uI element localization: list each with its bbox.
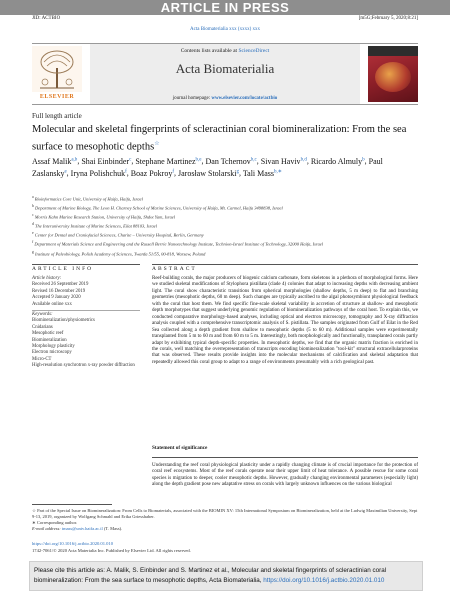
- affiliation-text: Institute of Paleobiology, Polish Academy of Sciences, Twarda 51/55, 00-818, Warsaw, Poland: [33, 251, 206, 257]
- history-item: Accepted 9 January 2020: [32, 295, 81, 301]
- cover-art: [375, 62, 411, 92]
- journal-title-block: [90, 44, 360, 104]
- contents-line: [90, 48, 360, 54]
- email-label: E-mail address:: [32, 526, 61, 531]
- author-name-text: Sivan Haviv: [260, 156, 301, 166]
- journal-header: [32, 43, 418, 105]
- keywords-label: Keywords:: [32, 312, 53, 318]
- author-affiliation-mark[interactable]: a,b: [71, 157, 78, 162]
- author-name[interactable]: [81, 157, 131, 166]
- homepage-prefix: journal homepage:: [172, 96, 211, 101]
- footnote-special-issue: ☆ Part of the Special Issue on Biomineralization: From Cells to Biomaterials, associated with the BIOMIN XV: 15th International Symposium on Biomineralization, held at the Ludwig Maximilian University, Sept 9-13, 2019, organized by Wolfgang Schmahl and Erika Griesshaber.: [32, 508, 418, 519]
- author-name[interactable]: [32, 157, 77, 166]
- affiliation-mark: g: [32, 249, 34, 254]
- affiliation-text: Bioinformatics Core Unit, University of Haifa, Haifa, Israel: [33, 196, 143, 202]
- journal-name: Acta Biomaterialia: [175, 61, 275, 76]
- footnote-star-icon[interactable]: ☆: [154, 141, 160, 147]
- publisher-name: ELSEVIER: [39, 94, 75, 100]
- citation-doi-link[interactable]: https://doi.org/10.1016/j.actbio.2020.01.010: [263, 576, 385, 584]
- keyword-item: Biomineralization/physiometrics: [32, 318, 95, 324]
- affiliation-mark: e: [32, 231, 34, 236]
- footnote-divider: [32, 504, 112, 505]
- affiliation-list: [32, 194, 418, 258]
- history-label: Article history:: [32, 276, 62, 281]
- article-info-heading: ARTICLE INFO: [32, 266, 94, 272]
- title-text: Molecular and skeletal fingerprints of scleractinian coral biomineralization: From the sea surface to mesophotic depths: [32, 124, 407, 153]
- affiliation-line: [32, 239, 418, 248]
- affiliation-line: [32, 230, 418, 239]
- footnote-corresponding: ∗ Corresponding author.: [32, 520, 78, 525]
- affiliation-line: [32, 221, 418, 230]
- keyword-item: Biomineralization: [32, 337, 67, 343]
- affiliation-mark: b: [32, 204, 34, 209]
- elsevier-logo[interactable]: [32, 46, 82, 100]
- keyword-item: Micro-CT: [32, 356, 52, 362]
- author-affiliation-mark[interactable]: e: [64, 169, 67, 175]
- author-affiliation-mark[interactable]: f: [172, 169, 175, 175]
- keyword-item: Mesophotic reef: [32, 331, 64, 337]
- citation-box: [29, 561, 423, 591]
- journal-reference[interactable]: Acta Biomaterialia xxx (xxxx) xxx: [190, 27, 260, 32]
- affiliation-text: The Interuniversity Institute of Marine Sciences, Eilat 88103, Israel: [33, 223, 157, 229]
- author-affiliation-mark[interactable]: f: [125, 169, 127, 175]
- elsevier-tree-icon: [32, 46, 82, 92]
- affiliation-text: Department of Marine Biology, The Leon H. Charney School of Marine Sciences, University of Haifa, Mt. Carmel, Haifa 3498838, Israel: [33, 205, 283, 211]
- journal-cover-image[interactable]: [368, 46, 418, 102]
- affiliation-mark: c: [32, 213, 34, 218]
- keywords-list: [32, 318, 140, 369]
- author-affiliation-mark[interactable]: b,e: [195, 157, 202, 162]
- affiliation-line: [32, 194, 418, 203]
- author-name-text: Tali Mass: [242, 168, 275, 178]
- article-info: [32, 276, 140, 370]
- footnote-email: [32, 526, 418, 532]
- running-header-left: JID: ACTBIO: [32, 16, 61, 21]
- affiliation-line: [32, 249, 418, 258]
- affiliation-text: Morris Kahn Marine Research Station, University of Haifa, Shdot Yam, Israel: [33, 214, 176, 220]
- author-name[interactable]: [311, 157, 365, 166]
- history-item: Available online xxx: [32, 301, 72, 307]
- keyword-item: Electron microscopy: [32, 350, 72, 356]
- cover-band: [368, 46, 418, 56]
- affiliation-mark: d: [32, 222, 34, 227]
- divider: [152, 264, 418, 265]
- homepage-line: [90, 96, 360, 101]
- abstract-heading: ABSTRACT: [152, 266, 197, 272]
- history-item: Received 26 September 2019: [32, 282, 89, 288]
- significance-heading: Statement of significance: [152, 445, 208, 451]
- author-name-text: Jarosław Stolarski: [178, 168, 237, 178]
- author-name[interactable]: [135, 157, 201, 166]
- author-affiliation-mark[interactable]: b: [362, 157, 365, 162]
- affiliation-text: Department of Materials Science and Engineering and the Russell Berrie Nanotechnology Institute, Technion-Israel Institute of Technology, 32000 Haifa, Israel: [33, 241, 324, 247]
- sciencedirect-link[interactable]: ScienceDirect: [238, 48, 270, 54]
- article-in-press-banner: ARTICLE IN PRESS: [0, 0, 450, 15]
- keyword-item: High-resolution synchrotron x-ray powder diffraction: [32, 363, 135, 369]
- citation-body: Please cite this article as: A. Malik, S. Einbinder and S. Martinez et al., Molecular and skeletal fingerprints of scleractinian coral biomineralization: From the sea surface to mesophotic depths, Acta Biomaterialia,: [34, 567, 387, 584]
- email-link[interactable]: tmass@univ.haifa.ac.il: [61, 526, 103, 531]
- author-name-text: Ricardo Almuly: [310, 156, 363, 166]
- author-name[interactable]: [131, 169, 174, 178]
- author-name-text: Shai Einbinder: [81, 156, 130, 166]
- author-affiliation-mark[interactable]: b,∗: [274, 169, 282, 175]
- contents-prefix: Contents lists available at: [180, 48, 238, 54]
- abstract-text: Reef-building corals, the major producers of biogenic calcium carbonate, form skeletons in a plethora of morphological forms. Here we studied skeletal modifications of Stylophora pistillata (clade 4) colonies that adapt to increasing depths with decreasing ambient light. The coral show characteristic transitions from spherical morphologies (shallow depths, 5 m deep) to flat and branching geometries (mesophotic depths, 60 m deep). Such changes are typically ascribed to the algal photosymbiont physiological feedback with the coral that host them. We find specific fine-scale skeletal variability in accretion of structure at shallow- and mesophotic depth morphotypes that suggest underlying genomic regulation of biomineralization pathways of the coral host. To explain this, we conducted comparative morphology-based analyses, including optical and electron microscopy, tomography and X-ray diffraction analysis coupled with a comprehensive transcriptomic analysis of S. pistillata. The samples originated from Gulf of Eilat in the Red Sea collected along a depth gradient from shallow to mesophotic depths (5 to 60 m). Additional samples were experimentally transplanted from 5 m to 60 m and from 60 m to 5 m. Interestingly, both morphologically and functionally, transplanted corals partly adapt by exhibiting typical depth-specific properties. In mesophotic depths, we find that the organic matrix fraction is enriched in the corals, well matching the overrepresentation of transcripts encoding biomineralization "tool-kit" structural extracellularproteins that was observed. These results provide insights into the molecular mechanisms of calcification and skeletal adaptation that repeatedly allowed this coral group to adapt to a range of environments presumably with a rich geological past.: [152, 276, 418, 365]
- affiliation-line: [32, 212, 418, 221]
- affiliation-mark: f: [32, 240, 34, 245]
- running-header-right: [m5G;February 5, 2020;8:21]: [358, 16, 418, 21]
- author-name-text: Iryna Polishchuk: [70, 168, 126, 178]
- email-suffix: (T. Mass).: [103, 526, 123, 531]
- history-list: [32, 282, 140, 308]
- author-name[interactable]: [206, 157, 257, 166]
- author-name[interactable]: [243, 169, 282, 178]
- divider: [32, 264, 140, 265]
- article-type: Full length article: [32, 112, 82, 120]
- affiliation-text: Center for Dental and Craniofacial Sciences, Charite – University Hospital, Berlin, Germany: [33, 232, 204, 238]
- author-affiliation-mark[interactable]: c: [129, 157, 132, 162]
- keyword-item: Cnidarians: [32, 324, 53, 330]
- author-affiliation-mark[interactable]: b,d: [300, 157, 307, 162]
- author-name-text: Dan Tchernov: [205, 156, 251, 166]
- footnote-corresponding-text: Corresponding author.: [36, 520, 78, 525]
- citation-text: [34, 566, 418, 585]
- copyright-line: 1742-7061/© 2020 Acta Materialia Inc. Published by Elsevier Ltd. All rights reserved.: [32, 548, 191, 553]
- author-list: Assaf Malik$^{a,b}$, Shai Einbinder$^c$, Stephane Martinez$^{b,e}$, Dan Tchernov$^{b,c}$, Sivan Haviv$^{b,d}$, Ricardo Almuly$^b$, Paul Zaslansky$^e$, Iryna Polishchuk$^f$, Boaz Pokroy$^f$, Jarosław Stolarski$^g$, Tali Mass$^{b,∗}$: [32, 156, 383, 178]
- affiliation-line: [32, 203, 418, 212]
- footnote-special-issue-text: Part of the Special Issue on Biomineralization: From Cells to Biomaterials, associated with the BIOMIN XV: 15th International Symposium on Biomineralization, held at the Ludwig Maximilian University, Sept 9-13, 2019, organized by Wolfgang Schmahl and Erika Griesshaber.: [32, 508, 418, 519]
- homepage-link[interactable]: www.elsevier.com/locate/actbio: [211, 96, 278, 101]
- author-name[interactable]: [71, 169, 127, 178]
- author-name-text: Paul Zaslansky: [32, 156, 383, 178]
- significance-text: Understanding the reef coral physiological plasticity under a rapidly changing climate is of crucial importance for the protection of coral reef ecosystems. Most of the reef corals operate near their upper limit of heat tolerance. A possible rescue for some coral species is migration to deeper, cooler mesophotic depths. However, gradually changing environmental parameters (especially light) along the depth gradient pose new adaptative stress on corals with largely unknown influences on the various biological: [152, 463, 418, 488]
- author-name-text: Assaf Malik: [32, 156, 72, 166]
- doi-link[interactable]: https://doi.org/10.1016/j.actbio.2020.01.010: [32, 541, 114, 546]
- divider: [152, 457, 418, 458]
- author-name[interactable]: [178, 169, 239, 178]
- author-name[interactable]: [261, 157, 307, 166]
- author-affiliation-mark[interactable]: b,c: [250, 157, 257, 162]
- footnotes: [32, 508, 418, 532]
- history-item: Revised 16 December 2019: [32, 288, 86, 294]
- author-affiliation-mark[interactable]: g: [236, 169, 239, 175]
- article-title: [32, 123, 418, 155]
- keyword-item: Morphology plasticity: [32, 344, 75, 350]
- author-name-text: Stephane Martinez: [135, 156, 196, 166]
- affiliation-mark: a: [32, 195, 34, 199]
- author-name-text: Boaz Pokroy: [130, 168, 173, 178]
- divider: [32, 310, 140, 311]
